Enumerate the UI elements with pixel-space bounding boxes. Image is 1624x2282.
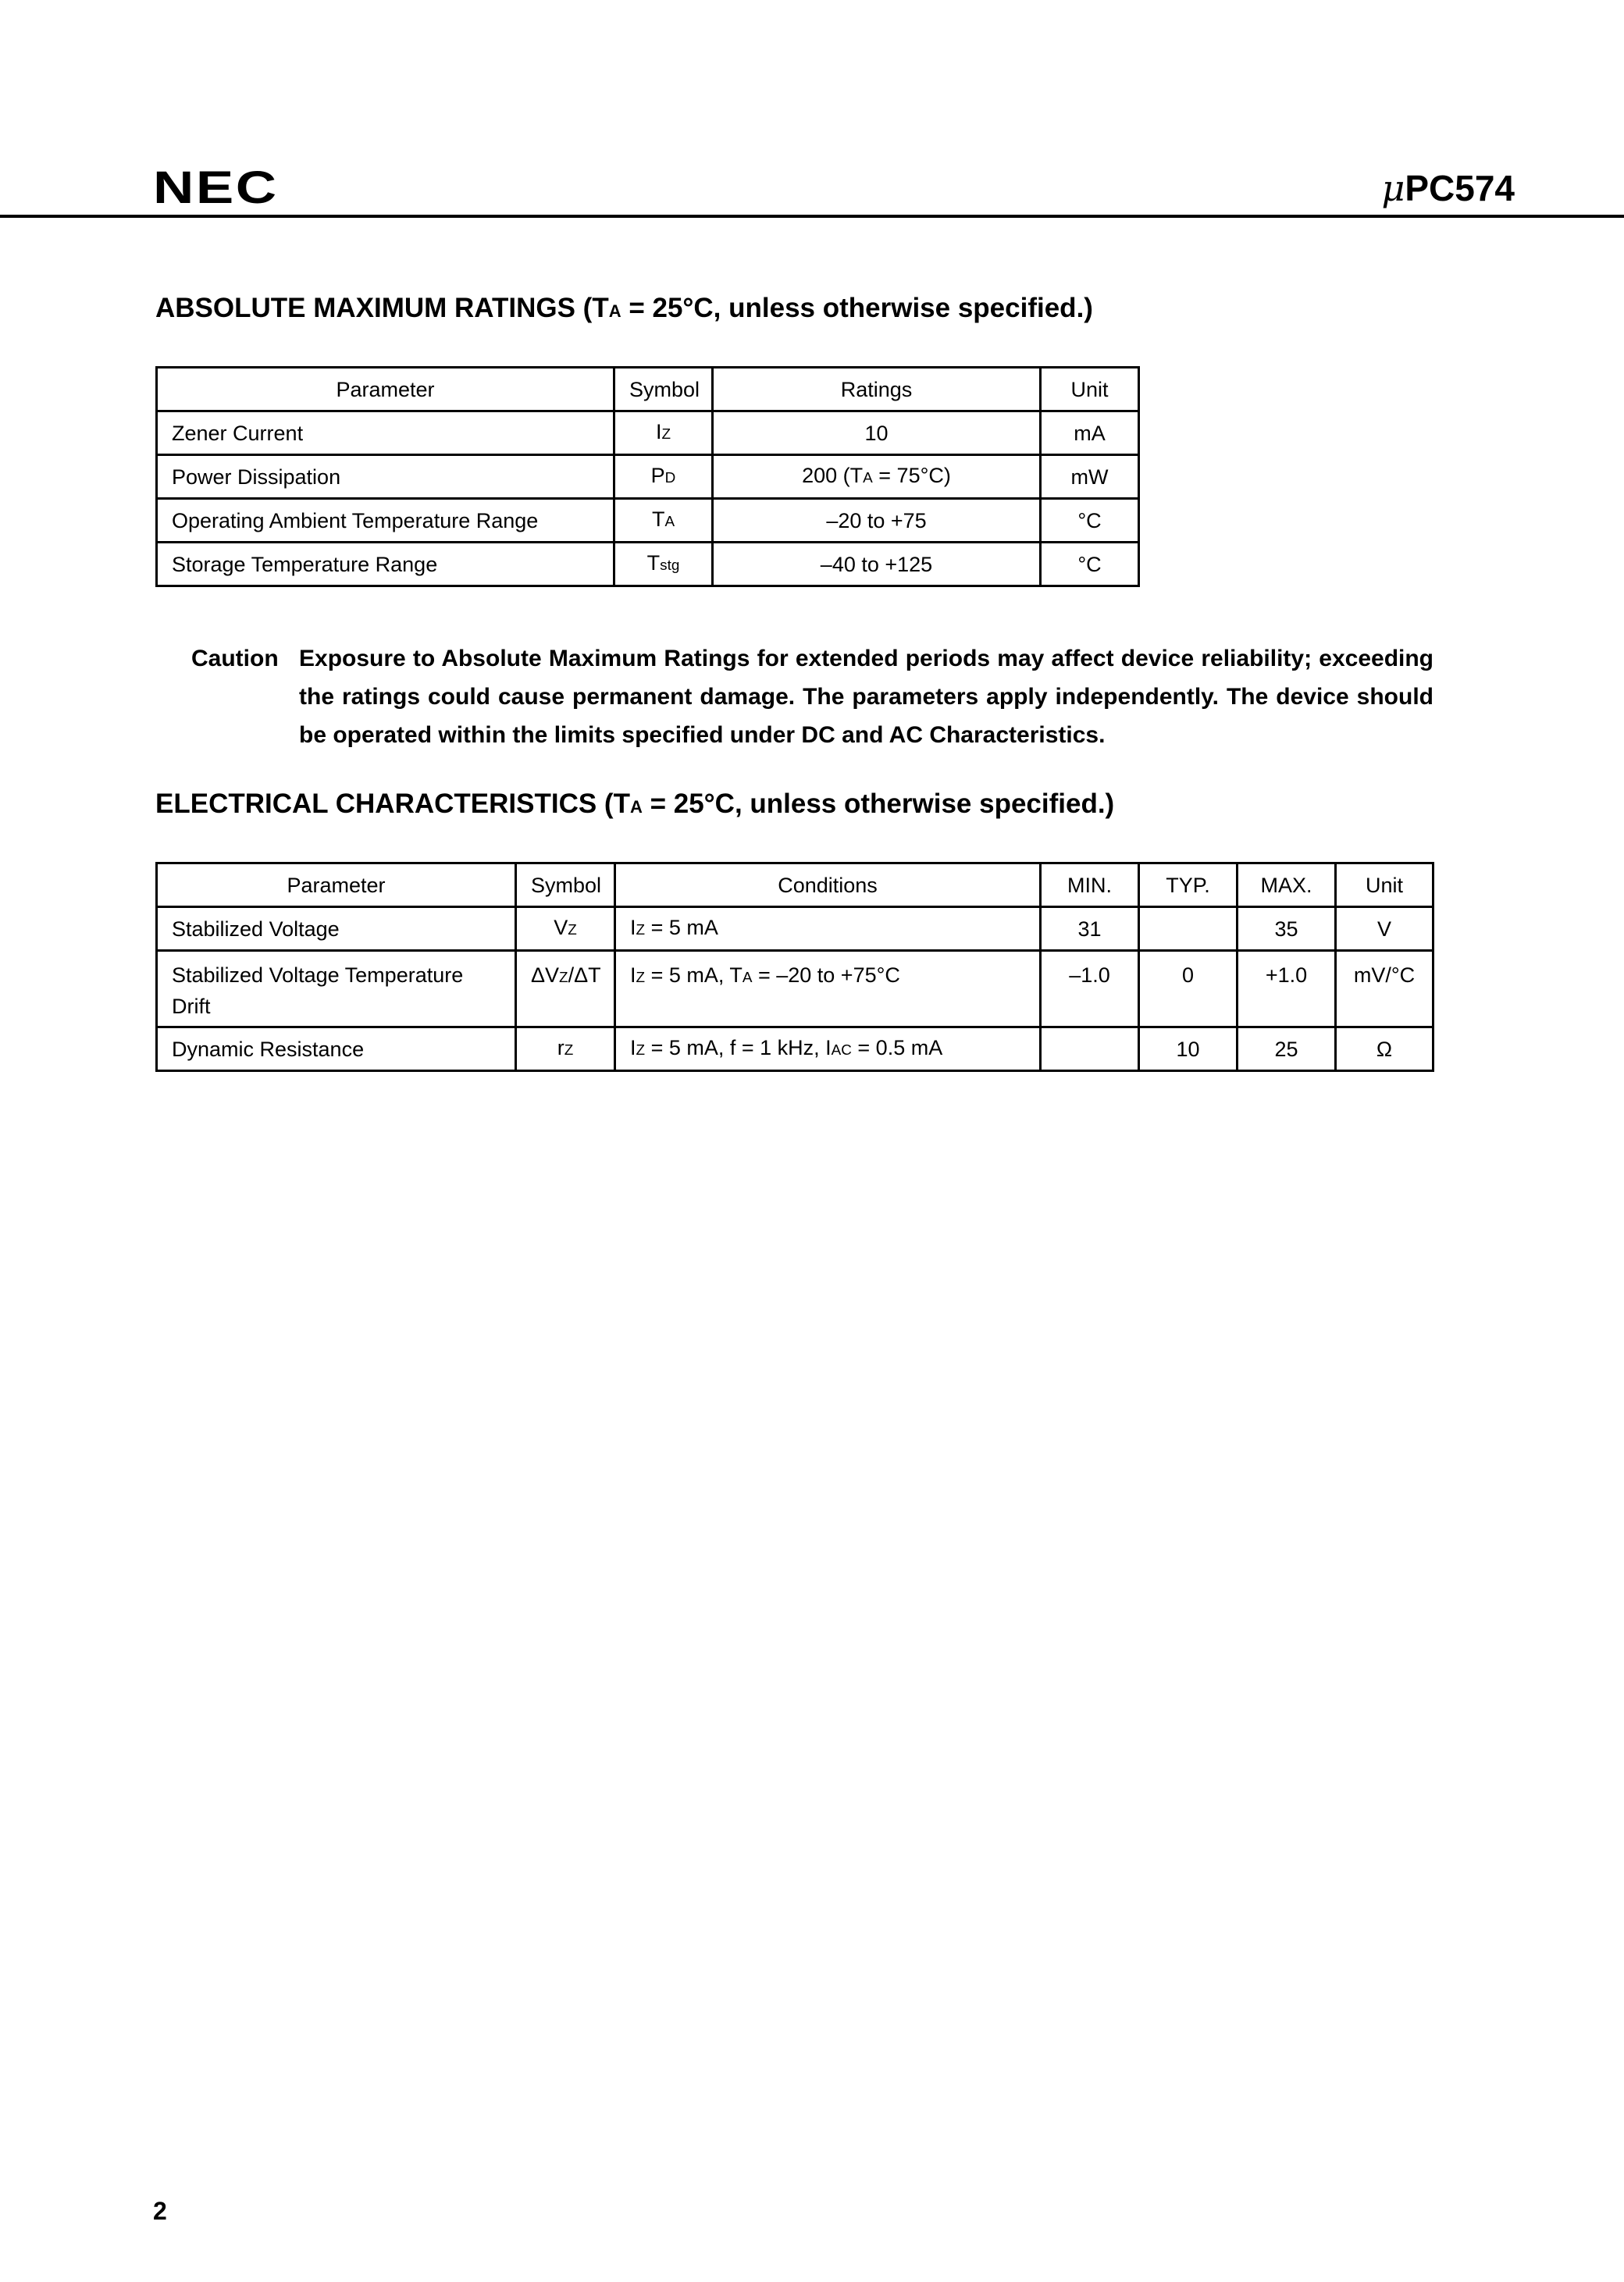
rating-cell: 200 (TA = 75°C) bbox=[713, 455, 1041, 499]
header-cell: Symbol bbox=[614, 368, 713, 411]
parameter-cell: Operating Ambient Temperature Range bbox=[157, 499, 614, 543]
parameter-cell: Stabilized Voltage bbox=[157, 907, 516, 951]
table-row bbox=[157, 1027, 1433, 1071]
nec-logo: NEC bbox=[153, 162, 279, 213]
rating-cell: –40 to +125 bbox=[713, 543, 1041, 586]
header-cell: Unit bbox=[1041, 368, 1139, 411]
page-number: 2 bbox=[153, 2197, 167, 2225]
elec-table bbox=[155, 862, 1434, 1072]
max-cell: 35 bbox=[1238, 907, 1336, 951]
header-cell: Parameter bbox=[157, 863, 516, 907]
header-cell: TYP. bbox=[1139, 863, 1238, 907]
symbol-cell: rZ bbox=[516, 1027, 615, 1071]
max-cell: +1.0 bbox=[1238, 951, 1336, 1027]
max-cell: 25 bbox=[1238, 1027, 1336, 1071]
header-cell: MAX. bbox=[1238, 863, 1336, 907]
unit-cell: mA bbox=[1041, 411, 1139, 455]
rating-cell: 10 bbox=[713, 411, 1041, 455]
part-number bbox=[1381, 167, 1515, 209]
table-row bbox=[157, 499, 1139, 543]
symbol-cell: Tstg bbox=[614, 543, 713, 586]
elec-title: ELECTRICAL CHARACTERISTICS (TA = 25°C, unless otherwise specified.) bbox=[155, 789, 1115, 819]
table-header-row bbox=[157, 368, 1139, 411]
parameter-cell: Zener Current bbox=[157, 411, 614, 455]
table-row bbox=[157, 951, 1433, 1027]
abs-max-table bbox=[155, 366, 1140, 587]
min-cell: –1.0 bbox=[1041, 951, 1139, 1027]
table-row bbox=[157, 907, 1433, 951]
part-number-text: PC574 bbox=[1405, 168, 1515, 208]
parameter-cell: Power Dissipation bbox=[157, 455, 614, 499]
min-cell: 31 bbox=[1041, 907, 1139, 951]
typ-cell: 10 bbox=[1139, 1027, 1238, 1071]
symbol-cell: PD bbox=[614, 455, 713, 499]
caution-label: Caution bbox=[191, 646, 279, 671]
header-cell: Symbol bbox=[516, 863, 615, 907]
parameter-cell: Dynamic Resistance bbox=[157, 1027, 516, 1071]
abs-max-title: ABSOLUTE MAXIMUM RATINGS (TA = 25°C, unless otherwise specified.) bbox=[155, 293, 1093, 323]
header-cell: MIN. bbox=[1041, 863, 1139, 907]
header-cell: Unit bbox=[1336, 863, 1433, 907]
header-cell: Ratings bbox=[713, 368, 1041, 411]
typ-cell: 0 bbox=[1139, 951, 1238, 1027]
micro-prefix: μ bbox=[1381, 167, 1405, 209]
conditions-cell: IZ = 5 mA bbox=[615, 907, 1041, 951]
unit-cell: Ω bbox=[1336, 1027, 1433, 1071]
conditions-cell: IZ = 5 mA, f = 1 kHz, IAC = 0.5 mA bbox=[615, 1027, 1041, 1071]
table-row bbox=[157, 543, 1139, 586]
table-row bbox=[157, 411, 1139, 455]
parameter-cell: Stabilized Voltage Temperature Drift bbox=[157, 951, 516, 1027]
caution-text: Exposure to Absolute Maximum Ratings for extended periods may affect device reliability; exceeding the ratings could cause permanent damage. The parameters apply independently. The device should be operated within the limits specified under DC and AC Characteristics. bbox=[299, 646, 1433, 748]
typ-cell bbox=[1139, 907, 1238, 951]
table-row bbox=[157, 455, 1139, 499]
unit-cell: mV/°C bbox=[1336, 951, 1433, 1027]
conditions-cell: IZ = 5 mA, TA = –20 to +75°C bbox=[615, 951, 1041, 1027]
unit-cell: mW bbox=[1041, 455, 1139, 499]
header-cell: Parameter bbox=[157, 368, 614, 411]
min-cell bbox=[1041, 1027, 1139, 1071]
header-cell: Conditions bbox=[615, 863, 1041, 907]
unit-cell: °C bbox=[1041, 543, 1139, 586]
table-header-row bbox=[157, 863, 1433, 907]
header-rule bbox=[0, 215, 1624, 218]
unit-cell: V bbox=[1336, 907, 1433, 951]
symbol-cell: ΔVZ/ΔT bbox=[516, 951, 615, 1027]
symbol-cell: VZ bbox=[516, 907, 615, 951]
parameter-cell: Storage Temperature Range bbox=[157, 543, 614, 586]
unit-cell: °C bbox=[1041, 499, 1139, 543]
symbol-cell: IZ bbox=[614, 411, 713, 455]
symbol-cell: TA bbox=[614, 499, 713, 543]
rating-cell: –20 to +75 bbox=[713, 499, 1041, 543]
